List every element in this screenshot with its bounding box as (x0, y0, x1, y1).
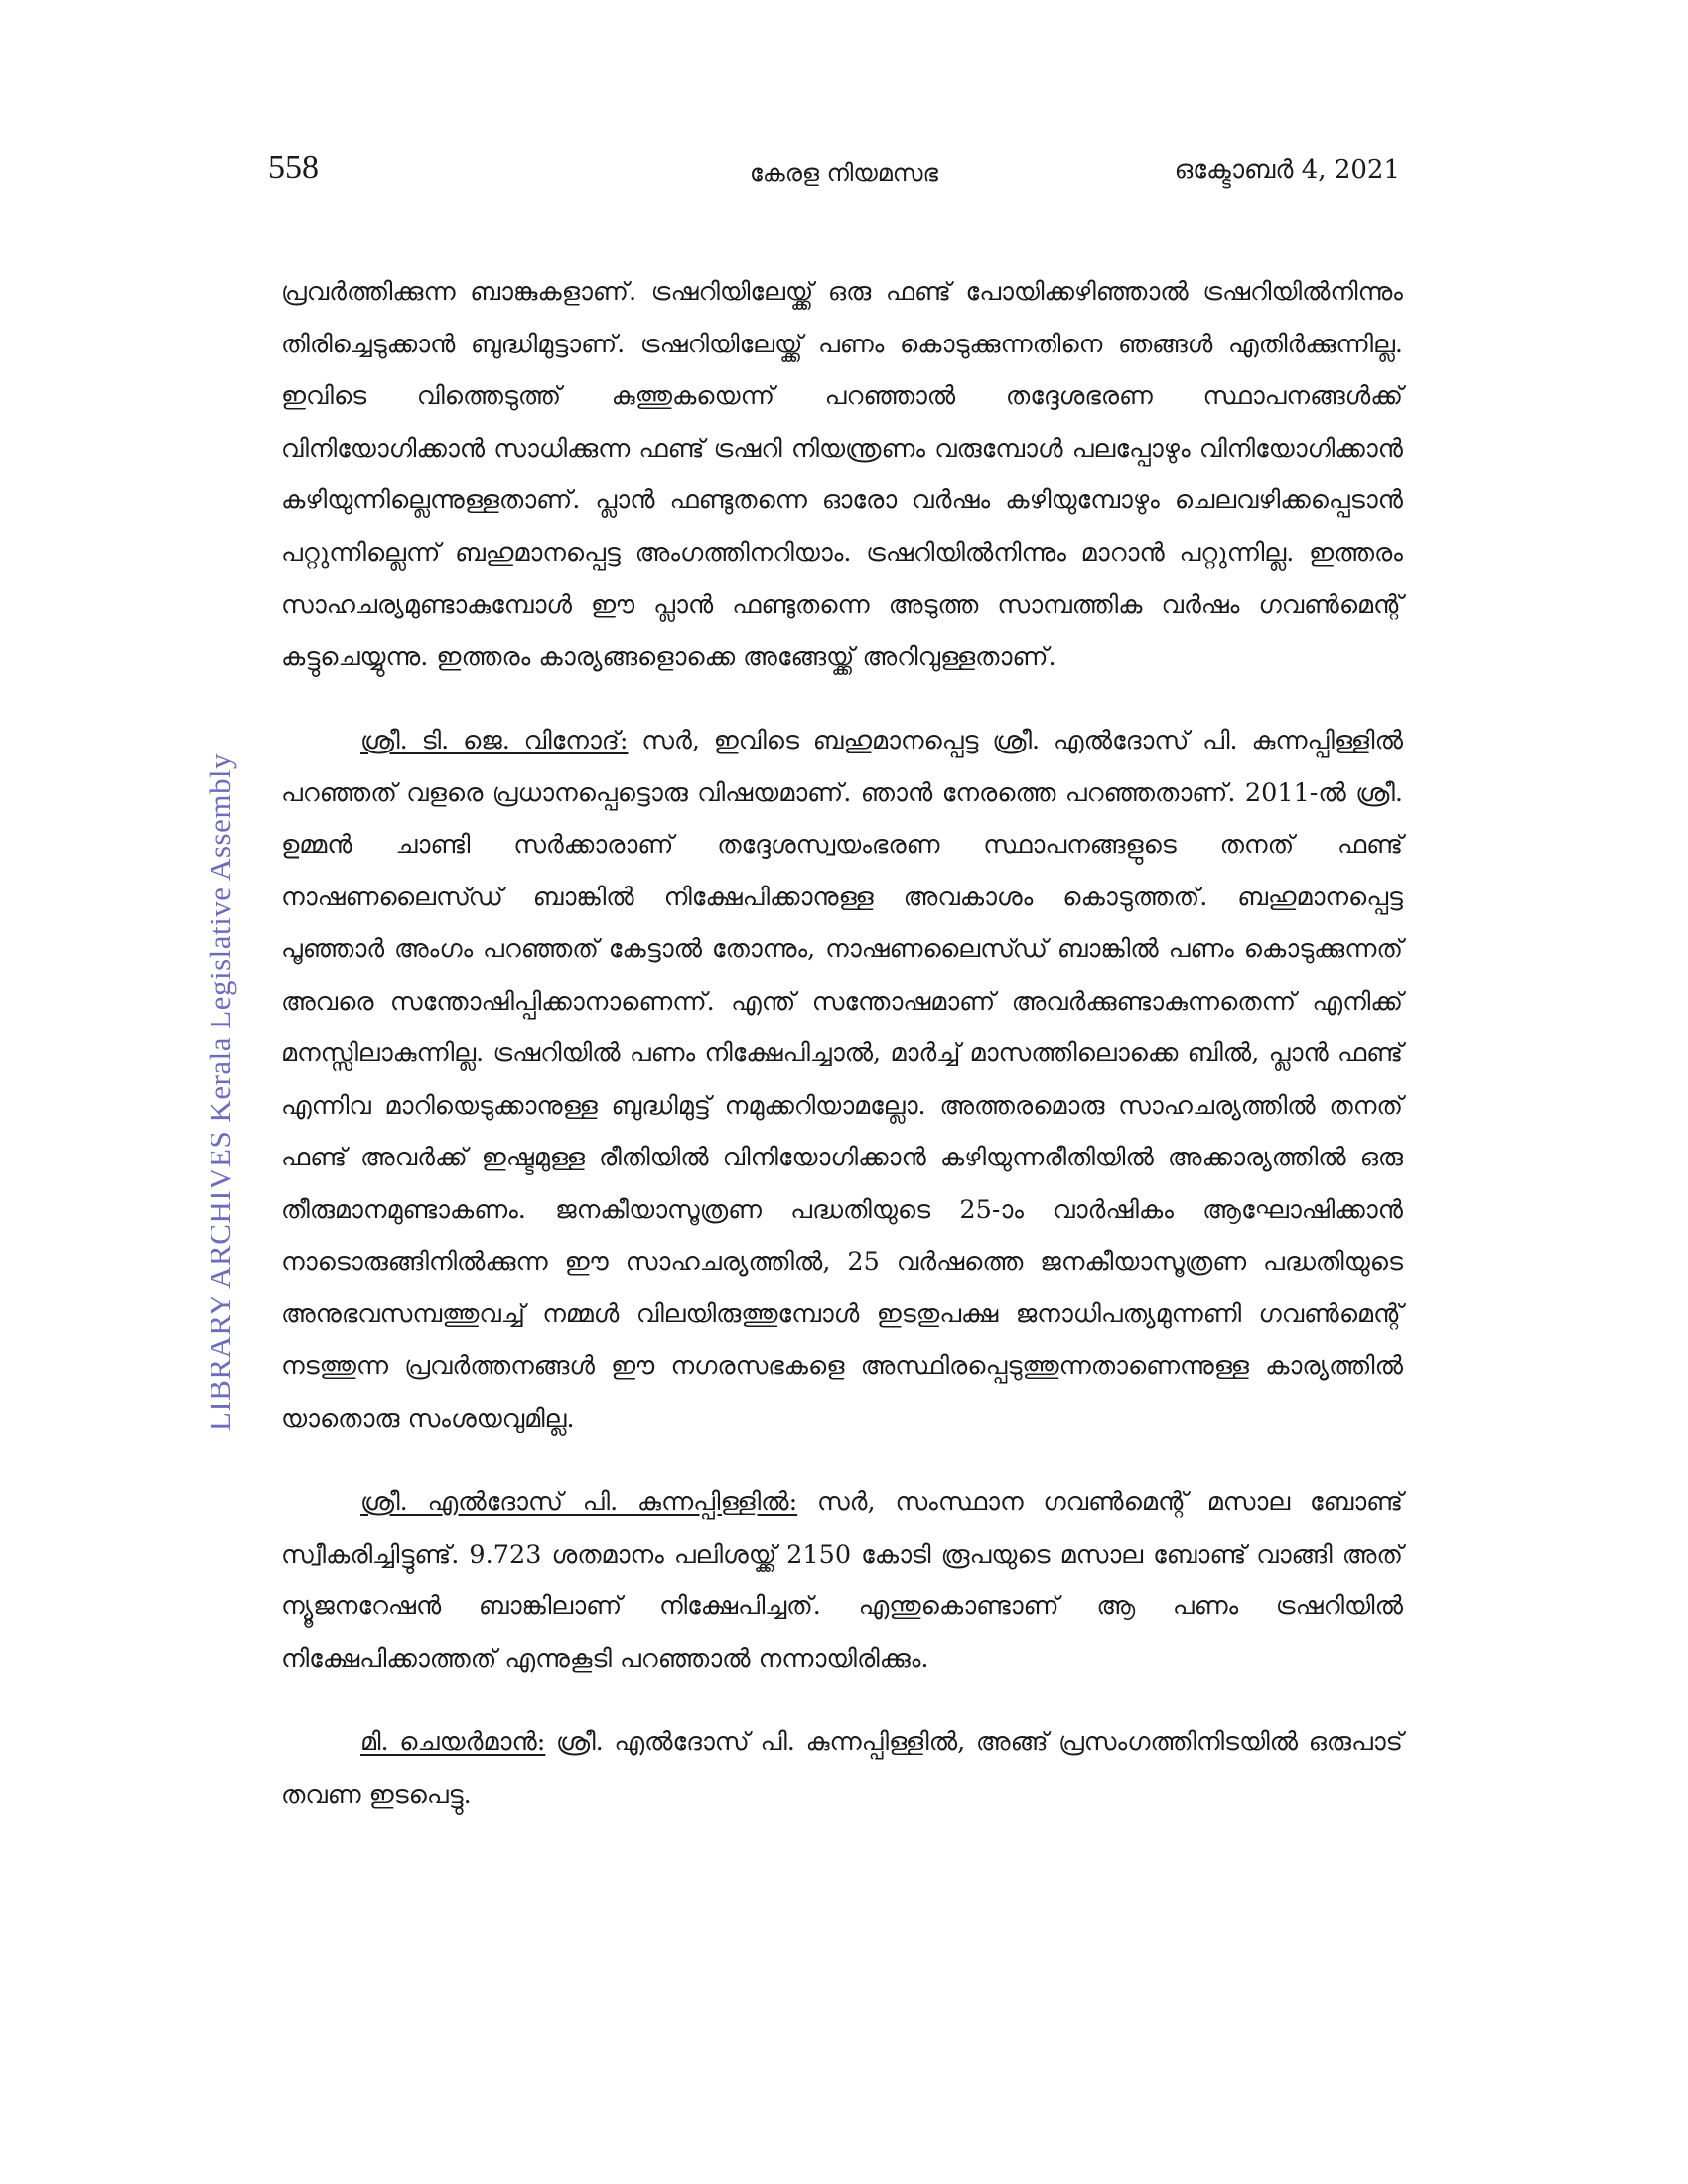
paragraph-speech (281, 1476, 1403, 1685)
paragraph-text: സർ, സംസ്ഥാന ഗവൺമെന്റ് മസാല ബോണ്ട് സ്വീകരിച്ചിട്ടുണ്ട്. 9.723 ശതമാനം പലിശയ്ക്ക് 2150 കോടി രൂപയുടെ മസാല ബോണ്ട് വാങ്ങി അത് ന്യൂജനറേഷൻ ബാങ്കിലാണ് നിക്ഷേപിച്ചത്. എന്തുകൊണ്ടാണ് ആ പണം ട്രഷറിയിൽ നിക്ഷേപിക്കാത്തത് എന്നുകൂടി പറഞ്ഞാൽ നന്നായിരിക്കും. (281, 1487, 1403, 1674)
paragraph-text: സർ, ഇവിടെ ബഹുമാനപ്പെട്ട ശ്രീ. എൽദോസ് പി. കുന്നപ്പിള്ളിൽ പറഞ്ഞത് വളരെ പ്രധാനപ്പെട്ടൊരു വിഷയമാണ്. ഞാൻ നേരത്തെ പറഞ്ഞതാണ്. 2011-ൽ ശ്രീ. ഉമ്മൻ ചാണ്ടി സർക്കാരാണ് തദ്ദേശസ്വയംഭരണ സ്ഥാപനങ്ങളുടെ തനത് ഫണ്ട് നാഷണലൈസ്ഡ് ബാങ്കിൽ നിക്ഷേപിക്കാനുള്ള അവകാശം കൊടുത്തത്. ബഹുമാനപ്പെട്ട പൂഞ്ഞാർ അംഗം പറഞ്ഞത് കേട്ടാൽ തോന്നും, നാഷണലൈസ്ഡ് ബാങ്കിൽ പണം കൊടുക്കുന്നത് അവരെ സന്തോഷിപ്പിക്കാനാണെന്ന്. എന്ത് സന്തോഷമാണ് അവർക്കുണ്ടാകുന്നതെന്ന് എനിക്ക് മനസ്സിലാകുന്നില്ല. ട്രഷറിയിൽ പണം നിക്ഷേപിച്ചാൽ, മാർച്ച് മാസത്തിലൊക്കെ ബിൽ, പ്ലാൻ ഫണ്ട് എന്നിവ മാറിയെടുക്കാനുള്ള ബുദ്ധിമുട്ട് നമുക്കറിയാമല്ലോ. അത്തരമൊരു സാഹചര്യത്തിൽ തനത് ഫണ്ട് അവർക്ക് ഇഷ്ടമുള്ള രീതിയിൽ വിനിയോഗിക്കാൻ കഴിയുന്നരീതിയിൽ അക്കാര്യത്തിൽ ഒരു തീരുമാനമുണ്ടാകണം. ജനകീയാസൂത്രണ പദ്ധതിയുടെ 25-ാം വാർഷികം ആഘോഷിക്കാൻ നാടൊരുങ്ങിനിൽക്കുന്ന ഈ സാഹചര്യത്തിൽ, 25 വർഷത്തെ ജനകീയാസൂത്രണ പദ്ധതിയുടെ അനുഭവസമ്പത്തുവച്ച് നമ്മൾ വിലയിരുത്തുമ്പോൾ ഇടതുപക്ഷ ജനാധിപത്യമുന്നണി ഗവൺമെന്റ് നടത്തുന്ന പ്രവർത്തനങ്ങൾ ഈ നഗരസഭകളെ അസ്ഥിരപ്പെടുത്തുന്നതാണെന്നുള്ള കാര്യത്തിൽ യാതൊരു സംശയവുമില്ല. (281, 726, 1403, 1433)
paragraph-speech (281, 1716, 1403, 1821)
running-date: ഒക്ടോബർ 4, 2021 (1174, 155, 1400, 185)
proceedings-text (281, 266, 1403, 1852)
library-archives-watermark: LIBRARY ARCHIVES Kerala Legislative Assembly (203, 752, 237, 1432)
running-title: കേരള നിയമസഭ (749, 159, 939, 187)
paragraph-speech (281, 715, 1403, 1444)
speaker-name: ശ്രീ. എൽദോസ് പി. കുന്നപ്പിള്ളിൽ: (360, 1487, 798, 1517)
paragraph-text: ശ്രീ. എൽദോസ് പി. കുന്നപ്പിള്ളിൽ, അങ്ങ് പ്രസംഗത്തിനിടയിൽ ഒരുപാട് തവണ ഇടപെട്ടു. (281, 1727, 1403, 1810)
speaker-name: മി. ചെയർമാൻ: (360, 1727, 546, 1757)
speaker-name: ശ്രീ. ടി. ജെ. വിനോദ്: (360, 726, 629, 755)
paragraph-continuation (281, 266, 1403, 683)
paragraph-text: പ്രവർത്തിക്കുന്ന ബാങ്കുകളാണ്. ട്രഷറിയിലേയ്ക്ക് ഒരു ഫണ്ട് പോയിക്കഴിഞ്ഞാൽ ട്രഷറിയിൽനിന്നും തിരിച്ചെടുക്കാൻ ബുദ്ധിമുട്ടാണ്. ട്രഷറിയിലേയ്ക്ക് പണം കൊടുക്കുന്നതിനെ ഞങ്ങൾ എതിർക്കുന്നില്ല. ഇവിടെ വിത്തെടുത്ത് കുത്തുകയെന്ന് പറഞ്ഞാൽ തദ്ദേശഭരണ സ്ഥാപനങ്ങൾക്ക് വിനിയോഗിക്കാൻ സാധിക്കുന്ന ഫണ്ട് ട്രഷറി നിയന്ത്രണം വരുമ്പോൾ പലപ്പോഴും വിനിയോഗിക്കാൻ കഴിയുന്നില്ലെന്നുള്ളതാണ്. പ്ലാൻ ഫണ്ടുതന്നെ ഓരോ വർഷം കഴിയുമ്പോഴും ചെലവഴിക്കപ്പെടാൻ പറ്റുന്നില്ലെന്ന് ബഹുമാനപ്പെട്ട അംഗത്തിനറിയാം. ട്രഷറിയിൽനിന്നും മാറാൻ പറ്റുന്നില്ല. ഇത്തരം സാഹചര്യമുണ്ടാകുമ്പോൾ ഈ പ്ലാൻ ഫണ്ടുതന്നെ അടുത്ത സാമ്പത്തിക വർഷം ഗവൺമെന്റ് കട്ടുചെയ്യുന്നു. ഇത്തരം കാര്യങ്ങളൊക്കെ അങ്ങേയ്ക്ക് അറിവുള്ളതാണ്. (281, 277, 1403, 672)
page-number: 558 (268, 149, 319, 186)
